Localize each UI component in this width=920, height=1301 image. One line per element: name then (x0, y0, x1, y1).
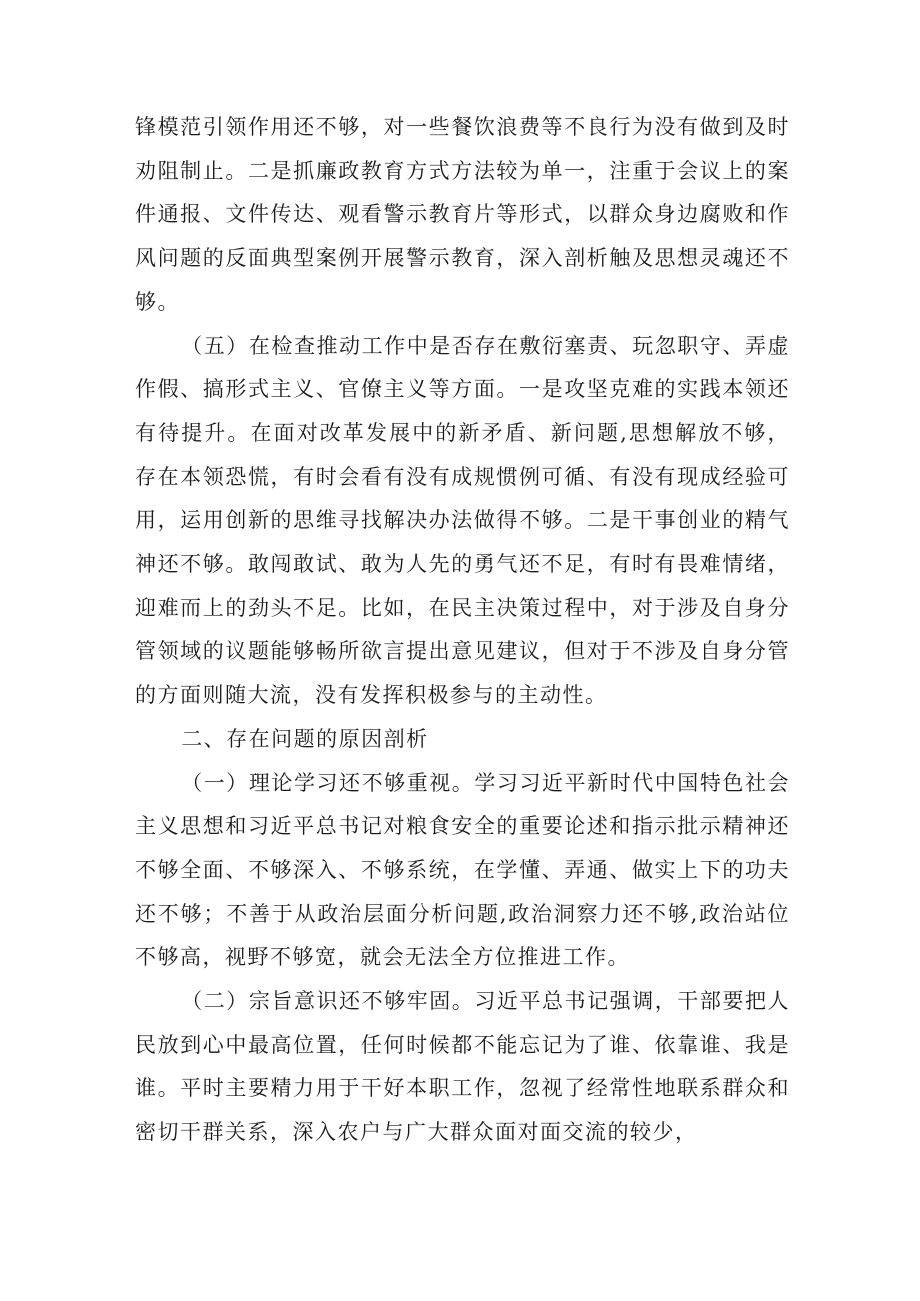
paragraph-cause-two: （二）宗旨意识还不够牢固。习近平总书记强调，干部要把人民放到心中最高位置，任何时候都不能忘记为了谁、依靠谁、我是谁。平时主要精力用于干好本职工作，忽视了经常性地联系群众和密切干群关系，深入农户与广大群众面对面交流的较少， (135, 989, 790, 1145)
paragraph-cause-one: （一）理论学习还不够重视。学习习近平新时代中国特色社会主义思想和习近平总书记对粮食安全的重要论述和指示批示精神还不够全面、不够深入、不够系统，在学懂、弄通、做实上下的功夫还不够；不善于从政治层面分析问题,政治洞察力还不够,政治站位不够高，视野不够宽，就会无法全方位推进工作。 (135, 770, 790, 970)
paragraph-continuation: 锋模范引领作用还不够，对一些餐饮浪费等不良行为没有做到及时劝阻制止。二是抓廉政教育方式方法较为单一，注重于会议上的案件通报、文件传达、观看警示教育片等形式，以群众身边腐败和作风问题的反面典型案例开展警示教育，深入剖析触及思想灵魂还不够。 (135, 115, 790, 314)
paragraph-section-five: （五）在检查推动工作中是否存在敷衍塞责、玩忽职守、弄虚作假、搞形式主义、官僚主义等方面。一是攻坚克难的实践本领还有待提升。在面对改革发展中的新矛盾、新问题,思想解放不够，存在本领恐慌，有时会看有没有成规惯例可循、有没有现成经验可用，运用创新的思维寻找解决办法做得不够。二是干事创业的精气神还不够。敢闯敢试、敢为人先的勇气还不足，有时有畏难情绪，迎难而上的劲头不足。比如，在民主决策过程中，对于涉及自身分管领域的议题能够畅所欲言提出意见建议，但对于不涉及自身分管的方面则随大流，没有发挥积极参与的主动性。 (135, 333, 790, 708)
section-heading-causes: 二、存在问题的原因剖析 (181, 726, 429, 751)
document-page (135, 106, 790, 1155)
